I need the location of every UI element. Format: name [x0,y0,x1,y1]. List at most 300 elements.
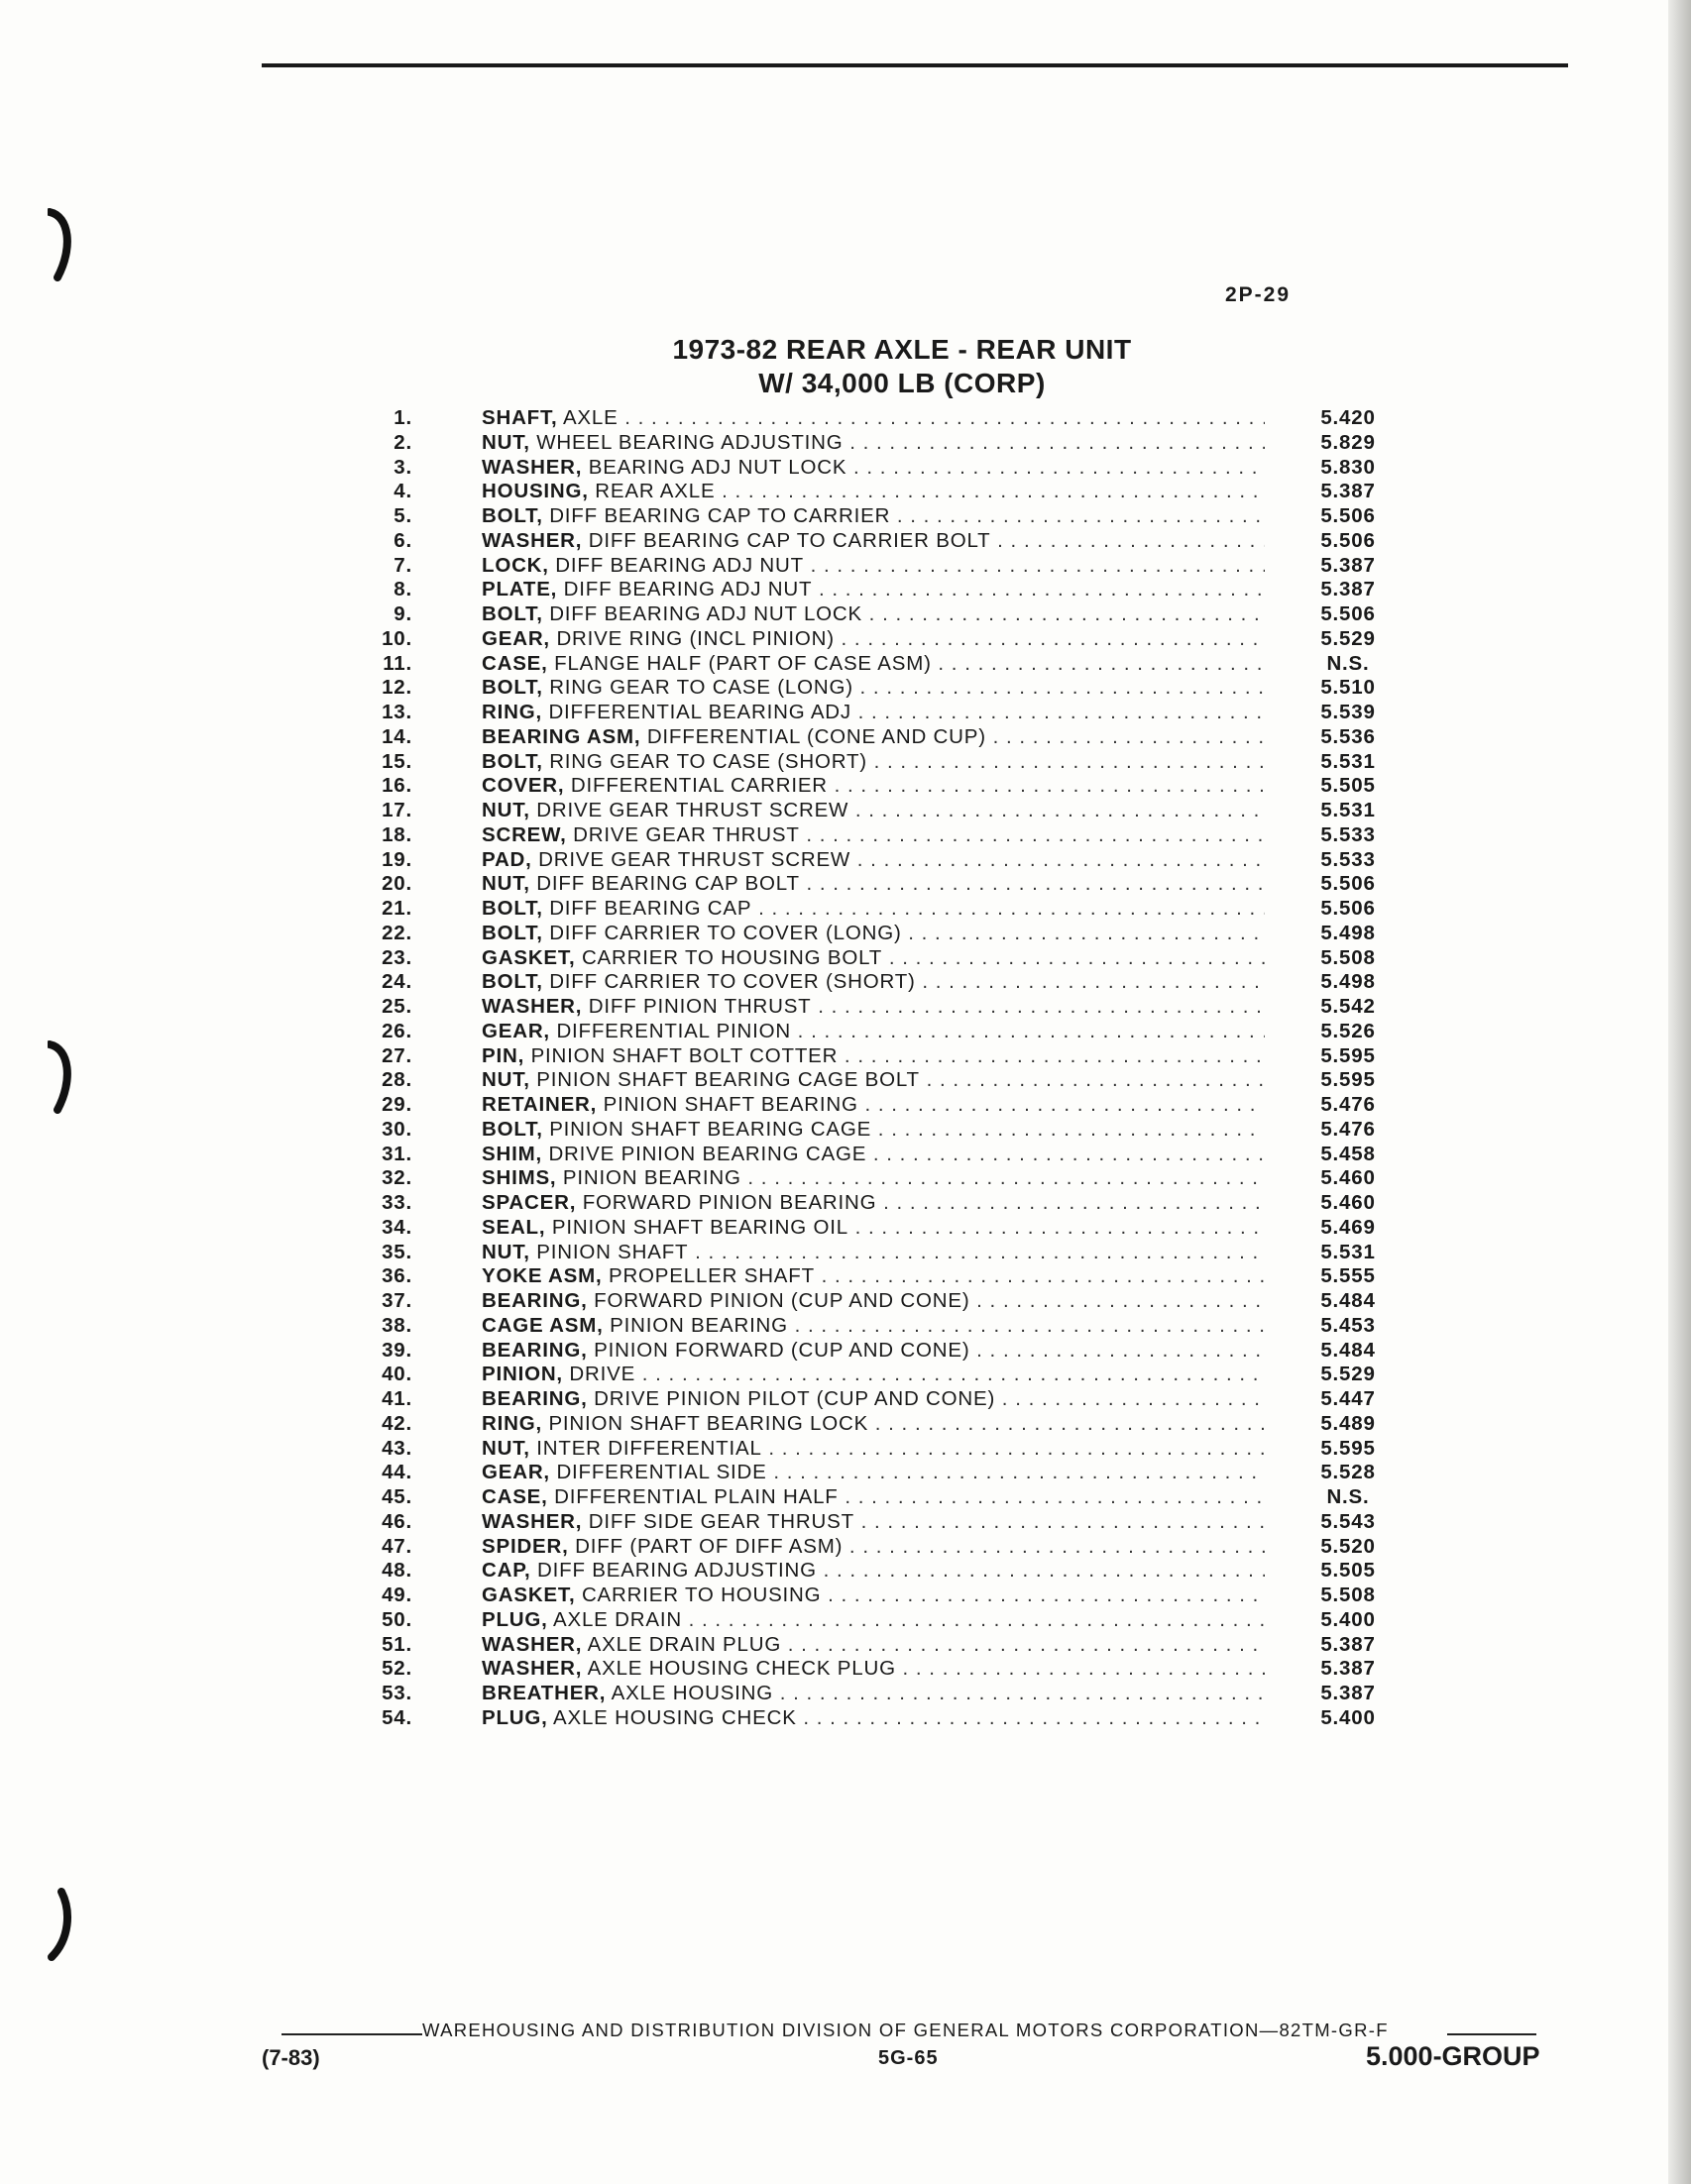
group-reference: 5.830 [1320,455,1376,479]
group-reference: 5.533 [1320,822,1376,846]
item-description [482,1657,1265,1682]
item-description [482,1289,1265,1314]
item-description [482,1216,1265,1241]
list-item [377,406,1417,431]
list-item [377,823,1417,848]
item-description [482,1387,1265,1412]
item-name: COVER, [482,774,565,798]
item-description [482,1068,1265,1093]
item-detail: DIFF (PART OF DIFF ASM) [575,1534,844,1558]
page-number: 2P-29 [1225,283,1292,306]
group-reference: 5.506 [1320,897,1376,920]
group-reference: 5.508 [1320,945,1376,969]
group-reference: 5.489 [1320,1411,1376,1435]
item-detail: DIFF SIDE GEAR THRUST [588,1509,854,1533]
item-description [482,578,1265,602]
item-name: NUT, [482,430,530,454]
item-number: 38. [382,1313,412,1337]
list-item [377,1166,1417,1191]
list-item [377,480,1417,504]
item-description [482,725,1265,750]
item-number: 16. [382,774,412,798]
item-number: 26. [382,1019,412,1042]
item-number: 52. [382,1657,412,1681]
item-name: GEAR, [482,626,550,650]
group-reference: 5.469 [1320,1215,1376,1239]
top-rule [262,63,1568,67]
item-detail: FORWARD PINION (CUP AND CONE) [594,1289,970,1312]
item-number: 31. [382,1142,412,1165]
group-reference: 5.595 [1320,1436,1376,1460]
group-reference: 5.460 [1320,1191,1376,1214]
item-description [482,1241,1265,1265]
item-detail: PINION SHAFT BEARING CAGE [549,1117,872,1141]
group-reference: 5.498 [1320,921,1376,944]
list-item [377,1289,1417,1314]
group-reference: 5.531 [1320,799,1376,821]
item-number: 21. [382,897,412,920]
item-detail: DIFF BEARING CAP TO CARRIER BOLT [588,528,991,552]
item-description [482,995,1265,1020]
item-description [482,774,1265,799]
item-name: BOLT, [482,921,543,944]
item-number: 53. [382,1682,412,1704]
item-number: 32. [382,1166,412,1190]
list-item [377,701,1417,725]
group-reference: 5.400 [1320,1607,1376,1631]
item-number: 46. [382,1509,412,1533]
list-item [377,627,1417,652]
item-detail: AXLE HOUSING CHECK PLUG [587,1657,896,1681]
footer-rule [1447,2033,1536,2035]
item-description [482,1437,1265,1462]
item-number: 1. [394,406,412,429]
item-detail: PINION FORWARD (CUP AND CONE) [594,1338,970,1362]
list-item [377,1535,1417,1560]
item-detail: DIFF BEARING CAP TO CARRIER [549,504,891,527]
list-item [377,872,1417,897]
item-description [482,406,1265,431]
item-description [482,1535,1265,1560]
group-reference: 5.595 [1320,1068,1376,1092]
item-name: BEARING ASM, [482,724,641,748]
footer-page-number: 5G-65 [878,2047,939,2069]
item-number: 19. [382,847,412,871]
item-detail: DRIVE GEAR THRUST SCREW [538,847,851,871]
list-item [377,529,1417,554]
item-detail: DIFF BEARING CAP [549,897,752,920]
list-item [377,554,1417,579]
list-item [377,1216,1417,1241]
item-detail: RING GEAR TO CASE (SHORT) [549,749,867,773]
item-name: PIN, [482,1043,525,1067]
item-detail: CARRIER TO HOUSING BOLT [581,945,883,969]
group-reference: 5.387 [1320,1657,1376,1681]
list-item [377,799,1417,823]
item-number: 41. [382,1387,412,1410]
item-detail: AXLE HOUSING [611,1682,774,1704]
item-detail: DIFF CARRIER TO COVER (SHORT) [549,970,916,994]
group-reference: 5.543 [1320,1509,1376,1533]
list-item [377,1412,1417,1437]
item-number: 40. [382,1363,412,1386]
list-item [377,1191,1417,1216]
item-number: 47. [382,1534,412,1558]
item-name: BOLT, [482,970,543,994]
list-item [377,1387,1417,1412]
binder-hole-icon [48,1888,73,1961]
footer-date: (7-83) [262,2045,320,2070]
list-item [377,1314,1417,1339]
item-description [482,799,1265,823]
item-name: BOLT, [482,676,543,700]
item-detail: PINION BEARING [610,1313,788,1337]
item-name: HOUSING, [482,480,589,503]
item-number: 12. [382,676,412,700]
item-description [482,554,1265,579]
item-description [482,529,1265,554]
item-description [482,1559,1265,1583]
item-description [482,1118,1265,1143]
binder-hole-icon [48,208,73,281]
item-description [482,1363,1265,1387]
item-description [482,1020,1265,1044]
group-reference: 5.420 [1320,406,1376,429]
item-name: YOKE ASM, [482,1264,603,1288]
group-reference: 5.531 [1320,1240,1376,1263]
item-name: CAP, [482,1559,531,1583]
item-detail: PINION SHAFT BEARING [603,1093,858,1116]
item-detail: DIFFERENTIAL (CONE AND CUP) [646,724,986,748]
item-detail: AXLE [562,406,619,429]
item-name: CASE, [482,651,548,675]
list-item [377,504,1417,529]
list-item [377,1118,1417,1143]
item-number: 49. [382,1583,412,1606]
item-number: 43. [382,1436,412,1460]
item-detail: DRIVE RING (INCL PINION) [556,626,835,650]
item-detail: PINION SHAFT BEARING CAGE BOLT [536,1068,920,1092]
item-description [482,970,1265,995]
item-detail: FLANGE HALF (PART OF CASE ASM) [554,651,932,675]
list-item [377,1363,1417,1387]
group-reference: 5.506 [1320,528,1376,552]
group-reference: 5.484 [1320,1338,1376,1362]
item-detail: DRIVE GEAR THRUST SCREW [536,799,849,821]
item-description [482,1264,1265,1289]
list-item [377,1044,1417,1069]
item-description [482,1583,1265,1608]
group-reference: 5.498 [1320,970,1376,994]
item-number: 48. [382,1559,412,1583]
item-detail: AXLE DRAIN PLUG [587,1632,782,1656]
group-reference: 5.508 [1320,1583,1376,1606]
group-reference: 5.531 [1320,749,1376,773]
item-number: 11. [383,651,412,675]
page-title [555,333,1249,400]
list-item [377,1706,1417,1731]
item-name: GASKET, [482,945,576,969]
item-description [482,897,1265,922]
list-item [377,1682,1417,1706]
item-description [482,1143,1265,1167]
item-detail: PINION SHAFT [536,1240,689,1263]
item-detail: PINION SHAFT BEARING OIL [551,1215,848,1239]
group-reference: 5.453 [1320,1313,1376,1337]
item-detail: DRIVE GEAR THRUST [573,822,800,846]
group-reference: 5.387 [1320,480,1376,503]
title-subline: W/ 34,000 LB (CORP) [758,368,1046,398]
item-number: 50. [382,1607,412,1631]
item-name: PINION, [482,1363,563,1386]
item-detail: DIFF CARRIER TO COVER (LONG) [549,921,902,944]
group-reference: 5.555 [1320,1264,1376,1288]
item-detail: DIFFERENTIAL SIDE [556,1461,767,1484]
item-number: 36. [382,1264,412,1288]
item-name: SHIMS, [482,1166,557,1190]
item-name: LOCK, [482,553,549,577]
item-description [482,1706,1265,1731]
group-reference: 5.476 [1320,1093,1376,1116]
item-detail: DIFFERENTIAL PINION [556,1019,791,1042]
item-name: WASHER, [482,995,583,1018]
item-detail: AXLE HOUSING CHECK [553,1705,797,1729]
group-reference: 5.476 [1320,1117,1376,1141]
item-detail: FORWARD PINION BEARING [582,1191,877,1214]
item-description [482,872,1265,897]
item-name: BREATHER, [482,1682,607,1704]
item-detail: DIFF BEARING CAP BOLT [536,872,800,896]
item-description [482,676,1265,701]
item-description [482,1412,1265,1437]
group-reference: 5.505 [1320,1559,1376,1583]
group-reference: N.S. [1326,651,1370,675]
item-number: 2. [394,430,412,454]
list-item [377,1633,1417,1658]
group-reference: 5.533 [1320,847,1376,871]
item-name: GEAR, [482,1019,550,1042]
list-item [377,676,1417,701]
item-number: 42. [382,1411,412,1435]
list-item [377,578,1417,602]
item-name: NUT, [482,1436,530,1460]
item-name: CASE, [482,1485,548,1508]
item-detail: INTER DIFFERENTIAL [536,1436,762,1460]
item-name: BOLT, [482,897,543,920]
item-description [482,504,1265,529]
group-reference: 5.528 [1320,1461,1376,1484]
item-description [482,627,1265,652]
item-number: 37. [382,1289,412,1312]
item-detail: BEARING ADJ NUT LOCK [588,455,847,479]
item-name: WASHER, [482,1657,583,1681]
item-description [482,922,1265,946]
item-name: BEARING, [482,1289,588,1312]
footer-rule [282,2033,422,2035]
item-name: NUT, [482,872,530,896]
item-number: 22. [382,921,412,944]
list-item [377,1264,1417,1289]
item-number: 45. [382,1485,412,1508]
item-description [482,1485,1265,1510]
group-reference: 5.447 [1320,1387,1376,1410]
list-item [377,456,1417,481]
item-number: 17. [382,799,412,821]
item-detail: DIFFERENTIAL PLAIN HALF [554,1485,839,1508]
item-number: 5. [394,504,412,527]
item-detail: PROPELLER SHAFT [608,1264,815,1288]
item-detail: REAR AXLE [595,480,716,503]
group-reference: 5.387 [1320,553,1376,577]
list-item [377,1020,1417,1044]
item-name: NUT, [482,799,530,821]
item-number: 44. [382,1461,412,1484]
group-reference: 5.506 [1320,602,1376,625]
list-item [377,1143,1417,1167]
item-number: 6. [394,528,412,552]
item-name: PLUG, [482,1705,548,1729]
item-name: PLUG, [482,1607,548,1631]
item-description [482,1093,1265,1118]
item-description [482,602,1265,627]
item-name: BEARING, [482,1338,588,1362]
group-reference: 5.387 [1320,578,1376,601]
item-description [482,652,1265,677]
item-detail: DIFF BEARING ADJ NUT [563,578,813,601]
item-detail: PINION SHAFT BOLT COTTER [530,1043,839,1067]
item-detail: PINION BEARING [562,1166,741,1190]
list-item [377,1510,1417,1535]
item-name: GASKET, [482,1583,576,1606]
group-reference: N.S. [1326,1485,1370,1508]
item-number: 24. [382,970,412,994]
list-item [377,1559,1417,1583]
item-name: BEARING, [482,1387,588,1410]
item-name: SEAL, [482,1215,546,1239]
list-item [377,970,1417,995]
item-description [482,480,1265,504]
item-number: 18. [382,822,412,846]
list-item [377,1437,1417,1462]
list-item [377,848,1417,873]
group-reference: 5.506 [1320,504,1376,527]
item-name: PAD, [482,847,532,871]
item-detail: CARRIER TO HOUSING [581,1583,822,1606]
item-number: 51. [382,1632,412,1656]
list-item [377,750,1417,775]
item-number: 20. [382,872,412,896]
group-reference: 5.510 [1320,676,1376,700]
item-number: 7. [394,553,412,577]
item-number: 33. [382,1191,412,1214]
item-detail: DRIVE PINION PILOT (CUP AND CONE) [594,1387,996,1410]
list-item [377,1583,1417,1608]
item-description [482,1461,1265,1485]
group-reference: 5.529 [1320,1363,1376,1386]
item-name: RING, [482,701,542,723]
item-number: 39. [382,1338,412,1362]
group-reference: 5.484 [1320,1289,1376,1312]
item-name: NUT, [482,1240,530,1263]
group-reference: 5.542 [1320,995,1376,1018]
item-name: RING, [482,1411,542,1435]
list-item [377,774,1417,799]
item-detail: DRIVE PINION BEARING CAGE [548,1142,867,1165]
item-number: 29. [382,1093,412,1116]
item-name: BOLT, [482,504,543,527]
item-description [482,848,1265,873]
item-name: PLATE, [482,578,558,601]
list-item [377,1093,1417,1118]
group-reference: 5.458 [1320,1142,1376,1165]
list-item [377,1608,1417,1633]
item-description [482,946,1265,971]
item-description [482,1339,1265,1364]
group-reference: 5.526 [1320,1019,1376,1042]
item-number: 13. [382,701,412,723]
item-number: 3. [394,455,412,479]
item-number: 27. [382,1043,412,1067]
item-name: GEAR, [482,1461,550,1484]
footer-division: WAREHOUSING AND DISTRIBUTION DIVISION OF GENERAL MOTORS CORPORATION—82TM-GR-F [422,2020,1389,2040]
item-name: CAGE ASM, [482,1313,604,1337]
list-item [377,725,1417,750]
item-number: 30. [382,1117,412,1141]
list-item [377,431,1417,456]
item-description [482,456,1265,481]
group-reference: 5.400 [1320,1705,1376,1729]
footer-group: 5.000-GROUP [1366,2041,1540,2071]
item-name: SPACER, [482,1191,577,1214]
list-item [377,1461,1417,1485]
item-description [482,1633,1265,1658]
list-item [377,1241,1417,1265]
item-number: 15. [382,749,412,773]
group-reference: 5.387 [1320,1682,1376,1704]
group-reference: 5.539 [1320,701,1376,723]
item-description [482,1682,1265,1706]
item-detail: PINION SHAFT BEARING LOCK [548,1411,869,1435]
item-description [482,431,1265,456]
title-line: 1973-82 REAR AXLE - REAR UNIT [672,334,1132,365]
item-name: SHIM, [482,1142,542,1165]
item-number: 54. [382,1705,412,1729]
item-number: 34. [382,1215,412,1239]
item-name: WASHER, [482,528,583,552]
item-name: WASHER, [482,1632,583,1656]
item-name: BOLT, [482,1117,543,1141]
group-reference: 5.460 [1320,1166,1376,1190]
item-name: WASHER, [482,455,583,479]
item-name: RETAINER, [482,1093,598,1116]
list-item [377,946,1417,971]
item-name: SPIDER, [482,1534,569,1558]
item-name: WASHER, [482,1509,583,1533]
item-detail: DIFF BEARING ADJUSTING [537,1559,817,1583]
item-name: NUT, [482,1068,530,1092]
list-item [377,602,1417,627]
item-detail: WHEEL BEARING ADJUSTING [536,430,844,454]
item-description [482,750,1265,775]
list-item [377,1339,1417,1364]
item-detail: AXLE DRAIN [553,1607,682,1631]
item-detail: DIFFERENTIAL BEARING ADJ [548,701,851,723]
list-item [377,1485,1417,1510]
group-reference: 5.595 [1320,1043,1376,1067]
group-reference: 5.529 [1320,626,1376,650]
list-item [377,652,1417,677]
list-item [377,995,1417,1020]
